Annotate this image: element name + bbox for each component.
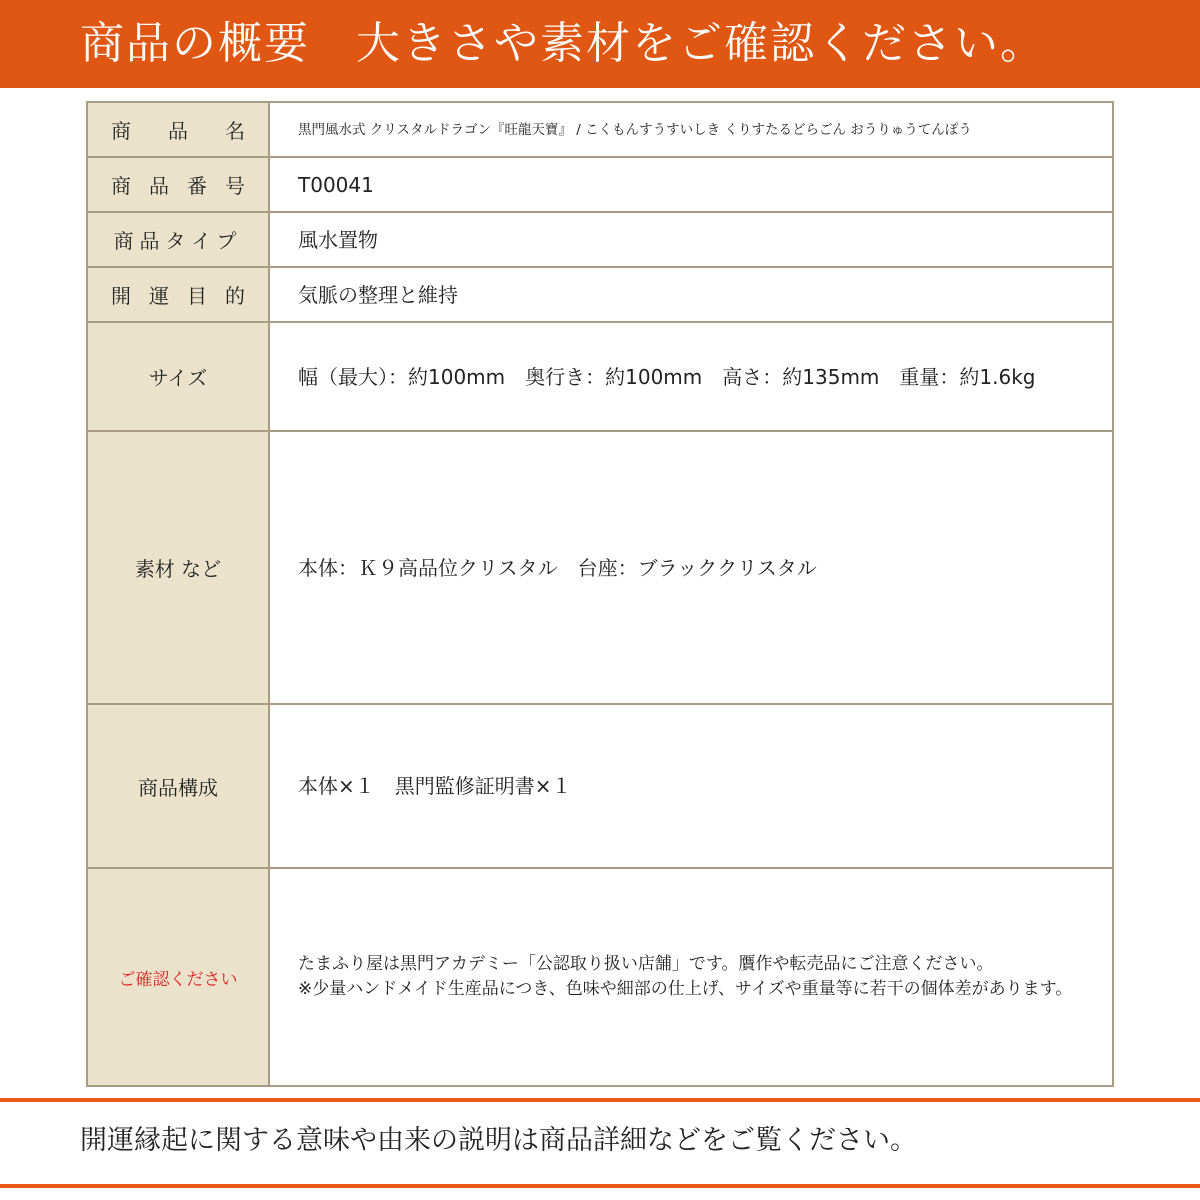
table-row-purpose — [87, 267, 1113, 322]
table-row-notice — [87, 868, 1113, 1086]
label-char: 運 — [149, 284, 169, 308]
label-char: 商 — [111, 119, 131, 143]
row-label — [87, 102, 269, 157]
product-name-value: 黒門風水式 クリスタルドラゴン『旺龍天寶』 / こくもんすうすいしき くりすたるどらごん おうりゅうてんぽう — [269, 102, 1113, 157]
row-label — [87, 212, 269, 267]
product-type-value: 風水置物 — [269, 212, 1113, 267]
label-char: 名 — [225, 119, 245, 143]
notice-value — [269, 868, 1113, 1086]
label-char: 開 — [111, 284, 131, 308]
row-label — [87, 157, 269, 212]
row-label: サイズ — [87, 322, 269, 431]
row-label — [87, 868, 269, 1086]
row-label: 素材 など — [87, 431, 269, 704]
row-label-text: 商品タイプ — [113, 229, 243, 253]
label-char: 目 — [187, 284, 207, 308]
table-row-material — [87, 431, 1113, 704]
table-row-size — [87, 322, 1113, 431]
product-spec-table — [86, 101, 1114, 1087]
table-row-contents — [87, 704, 1113, 868]
size-value: 幅（最大）：約100mm 奥行き：約100mm 高さ：約135mm 重量：約1.6kg — [269, 322, 1113, 431]
row-label — [87, 267, 269, 322]
label-char: 品 — [149, 174, 169, 198]
table-row-product-number — [87, 157, 1113, 212]
contents-value: 本体×１ 黒門監修証明書×１ — [269, 704, 1113, 868]
page-title: 商品の概要 大きさや素材をご確認ください。 — [80, 18, 1046, 69]
notice-line: ※少量ハンドメイド生産品につき、色味や細部の仕上げ、サイズや重量等に若干の個体差があります。 — [298, 979, 1073, 999]
footer-divider-top — [0, 1098, 1200, 1102]
footer-divider-bottom — [0, 1184, 1200, 1188]
label-char: 品 — [168, 119, 188, 143]
label-char: 番 — [187, 174, 207, 198]
row-label: 商品構成 — [87, 704, 269, 868]
label-char: 商 — [111, 174, 131, 198]
purpose-value: 気脈の整理と維持 — [269, 267, 1113, 322]
label-char: 号 — [225, 174, 245, 198]
table-row-product-name — [87, 102, 1113, 157]
material-value: 本体：Ｋ９高品位クリスタル 台座：ブラッククリスタル — [269, 431, 1113, 704]
notice-line: たまふり屋は黒門アカデミー「公認取り扱い店舗」です。贋作や転売品にご注意ください。 — [298, 954, 994, 974]
table-row-product-type — [87, 212, 1113, 267]
product-number-value: T00041 — [269, 157, 1113, 212]
page-header-banner — [0, 0, 1200, 88]
label-char: 的 — [225, 284, 245, 308]
notice-label: ご確認ください — [118, 969, 238, 990]
footer-note: 開運縁起に関する意味や由来の説明は商品詳細などをご覧ください。 — [80, 1125, 917, 1156]
